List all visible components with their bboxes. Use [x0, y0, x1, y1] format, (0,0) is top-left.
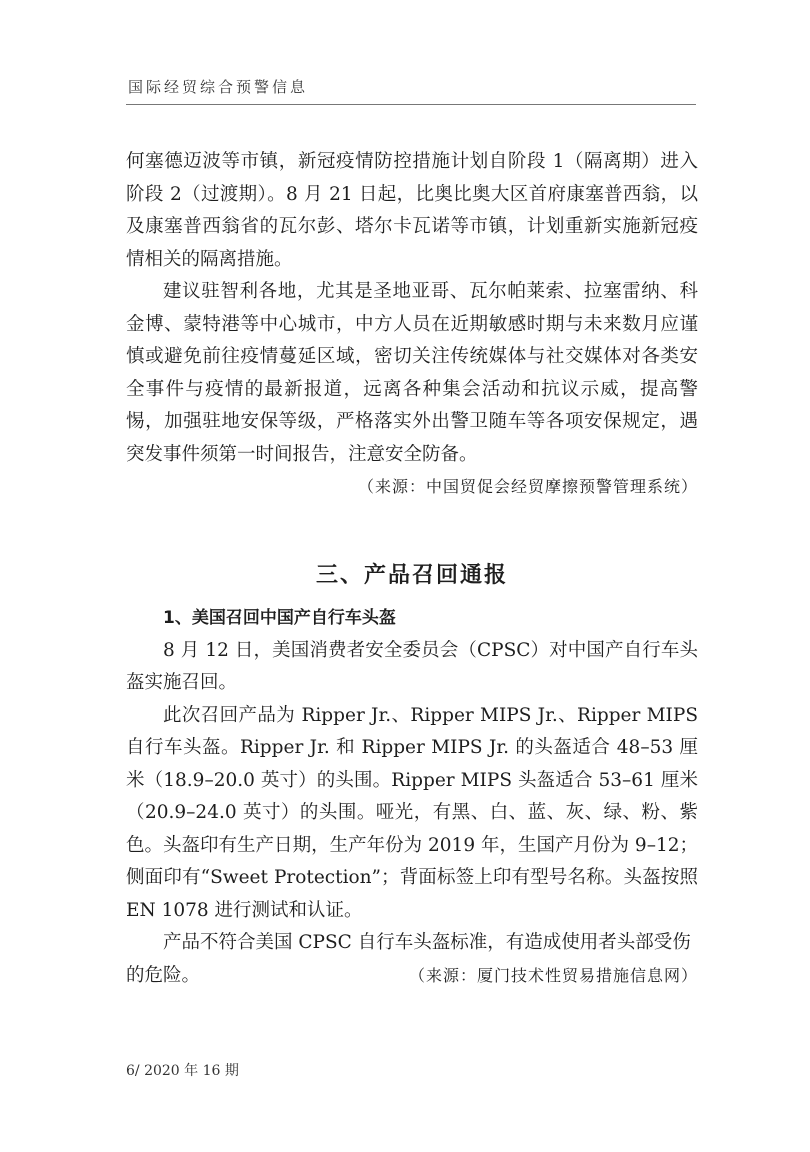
section-title-product-recall: 三、产品召回通报 [315, 563, 508, 588]
recall-paragraph-3-end: 的危险。 [126, 964, 201, 986]
chile-alert-section [126, 146, 698, 504]
recall-last-line [126, 960, 698, 993]
page-footer: 6/ 2020 年 16 期 [126, 1063, 239, 1079]
recall-paragraph-2: 此次召回产品为 Ripper Jr.、Ripper MIPS Jr.、Ripper MIPS 自行车头盔。Ripper Jr. 和 Ripper MIPS Jr. 的头盔适合 48–53 厘米（18.9–20.0 英寸）的头围。Ripper MIPS 头盔适合 53–61 厘米（20.9–24.0 英寸）的头围。哑光，有黑、白、蓝、灰、绿、粉、紫色。头盔印有生产日期，生产年份为 2019 年，生国产月份为 9–12；侧面印有“Sweet Protection”；背面标签上印有型号名称。头盔按照 EN 1078 进行测试和认证。 [126, 704, 698, 921]
recall-paragraph-3: 产品不符合美国 CPSC 自行车头盔标准，有造成使用者头部受伤 [163, 932, 691, 953]
recall-paragraph-1: 8 月 12 日，美国消费者安全委员会（CPSC）对中国产自行车头盔实施召回。 [126, 639, 698, 693]
recall-source-note: （来源：厦门技术性贸易措施信息网） [408, 965, 698, 985]
recall-subheading: 1、美国召回中国产自行车头盔 [163, 608, 396, 628]
chile-source-note: （来源：中国贸促会经贸摩擦预警管理系统） [357, 477, 698, 496]
header-divider [126, 104, 696, 105]
recall-section [126, 602, 698, 992]
chile-paragraph-2: 建议驻智利各地，尤其是圣地亚哥、瓦尔帕莱索、拉塞雷纳、科金博、蒙特港等中心城市，中方人员在近期敏感时期与未来数月应谨慎或避免前往疫情蔓延区域，密切关注传统媒体与社交媒体对各类安全事件与疫情的最新报道，远离各种集会活动和抗议示威，提高警惕，加强驻地安保等级，严格落实外出警卫随车等各项安保规定，遇突发事件须第一时间报告，注意安全防备。 [126, 281, 698, 465]
running-header-title: 国际经贸综合预警信息 [128, 78, 309, 96]
chile-paragraph-1: 何塞德迈波等市镇，新冠疫情防控措施计划自阶段 1（隔离期）进入阶段 2（过渡期）。8 月 21 日起，比奥比奥大区首府康塞普西翁，以及康塞普西翁省的瓦尔彭、塔尔卡瓦诺等市镇，计划重新实施新冠疫情相关的隔离措施。 [126, 151, 698, 270]
